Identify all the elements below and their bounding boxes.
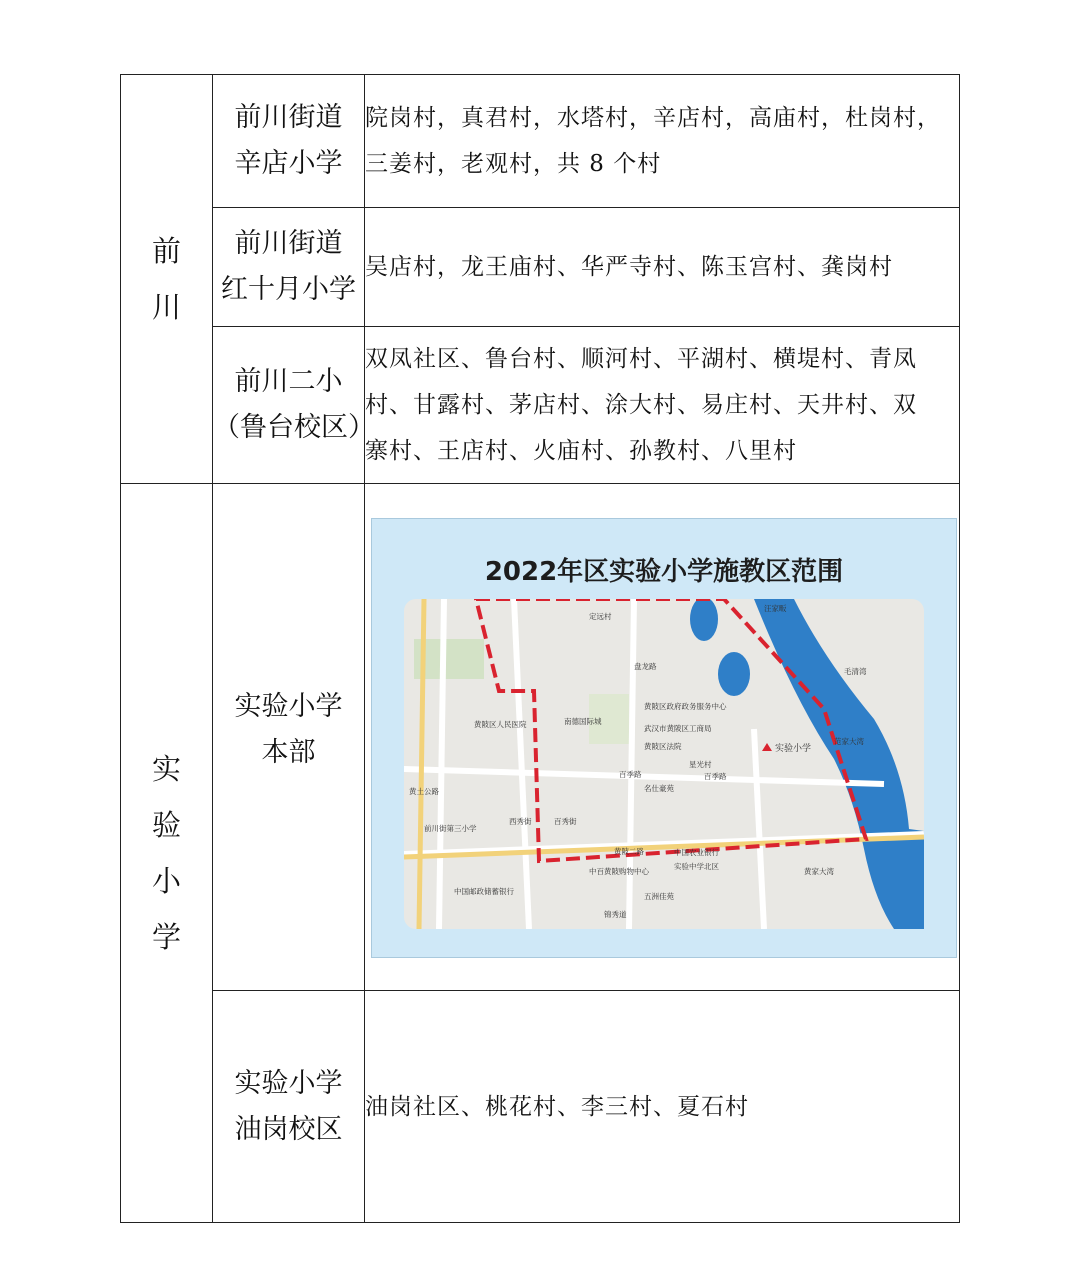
school-name bbox=[213, 208, 365, 327]
district-area bbox=[365, 75, 960, 208]
school-name-line: 油岗校区 bbox=[234, 1113, 343, 1145]
map-label: 前川街第三小学 bbox=[424, 824, 477, 833]
lake bbox=[690, 599, 718, 641]
map-drawing bbox=[404, 599, 924, 929]
map-label: 星光村 bbox=[689, 760, 712, 769]
school-name-line: 辛店小学 bbox=[234, 148, 343, 179]
region-char: 学 bbox=[151, 920, 181, 954]
map-label: 百季路 bbox=[619, 770, 642, 779]
map-label: 中百黄陂购物中心 bbox=[589, 867, 649, 876]
map-label: 毛清湾 bbox=[844, 667, 867, 676]
region-qianchuan bbox=[121, 75, 213, 484]
map-label: 黄陂区法院 bbox=[644, 742, 682, 751]
school-name-line: 实验小学 bbox=[234, 1067, 343, 1099]
map-title: 2022年区实验小学施教区范围 bbox=[484, 557, 844, 587]
area-line: 三姜村，老观村，共 8 个村 bbox=[365, 151, 662, 177]
region-char: 川 bbox=[151, 290, 181, 324]
map-label: 锦秀道 bbox=[604, 910, 627, 919]
school-name-line: 实验小学 bbox=[234, 691, 343, 722]
school-name bbox=[213, 484, 365, 991]
school-name-line: （鲁台校区） bbox=[213, 412, 375, 443]
school-district-table bbox=[120, 74, 960, 1223]
map-label: 中国农业银行 bbox=[674, 848, 719, 857]
school-name-line: 本部 bbox=[261, 737, 316, 768]
map-cell bbox=[365, 484, 960, 991]
map-label: 五洲佳苑 bbox=[644, 892, 674, 901]
map-label: 百季路 bbox=[704, 772, 727, 781]
area-line: 院岗村，真君村，水塔村，辛店村，高庙村，杜岗村， bbox=[365, 105, 941, 131]
area-line: 吴店村，龙王庙村、华严寺村、陈玉宫村、龚岗村 bbox=[365, 254, 893, 280]
map-label: 盘龙路 bbox=[634, 662, 657, 671]
map-label: 百秀街 bbox=[554, 817, 577, 826]
map-label: 黄陂区政府政务服务中心 bbox=[644, 702, 727, 711]
map-label: 西秀街 bbox=[509, 817, 532, 826]
map-label: 武汉市黄陂区工商局 bbox=[644, 724, 712, 733]
school-name bbox=[213, 75, 365, 208]
map-label: 实验中学北区 bbox=[674, 862, 719, 871]
map-label: 范家大湾 bbox=[834, 737, 864, 746]
region-shiyan bbox=[121, 484, 213, 1223]
region-char: 小 bbox=[151, 864, 181, 898]
lake bbox=[718, 652, 750, 696]
area-line: 油岗社区、桃花村、李三村、夏石村 bbox=[365, 1093, 749, 1120]
region-char: 实 bbox=[151, 752, 181, 786]
school-name-line: 前川街道 bbox=[234, 102, 343, 133]
area-line: 村、甘露村、茅店村、涂大村、易庄村、天井村、双 bbox=[365, 392, 917, 418]
map-label: 实验小学 bbox=[775, 744, 812, 754]
map-label: 汪家畈 bbox=[764, 604, 787, 613]
region-char: 前 bbox=[151, 234, 181, 268]
district-area bbox=[365, 327, 960, 484]
map-label: 黄土公路 bbox=[409, 787, 439, 796]
area-line: 寨村、王店村、火庙村、孙教村、八里村 bbox=[365, 438, 797, 464]
district-map bbox=[371, 518, 957, 958]
map-label: 黄陂区人民医院 bbox=[474, 720, 527, 729]
map-label: 南德国际城 bbox=[564, 717, 602, 726]
district-area bbox=[365, 991, 960, 1223]
map-label: 黄陂二路 bbox=[614, 847, 644, 856]
school-name-line: 红十月小学 bbox=[221, 274, 356, 305]
school-name bbox=[213, 327, 375, 484]
area-line: 双凤社区、鲁台村、顺河村、平湖村、横堤村、青凤 bbox=[365, 346, 917, 372]
map-label: 名仕豪苑 bbox=[644, 784, 674, 793]
region-char: 验 bbox=[151, 808, 181, 842]
district-area bbox=[365, 208, 960, 327]
map-label: 中国邮政储蓄银行 bbox=[454, 887, 514, 896]
school-name-line: 前川街道 bbox=[234, 228, 343, 259]
map-label: 定远村 bbox=[589, 612, 612, 621]
map-label: 黄家大湾 bbox=[804, 867, 834, 876]
school-name-line: 前川二小 bbox=[234, 366, 343, 397]
school-name bbox=[213, 991, 365, 1223]
